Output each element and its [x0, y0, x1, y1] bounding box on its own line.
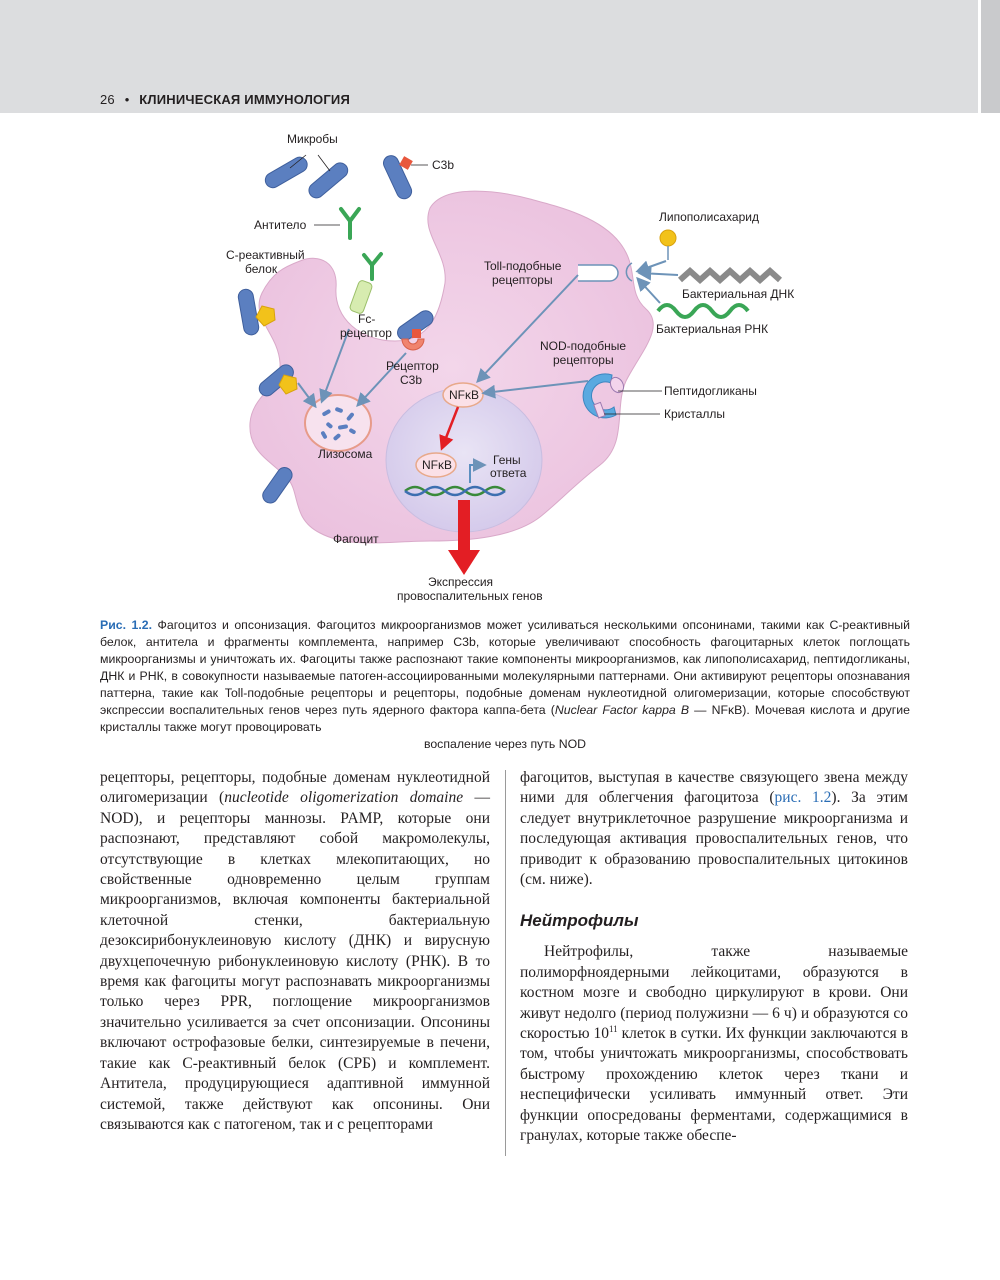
right-p2-text-2: клеток в сутки. Их функции заключаются в том, чтобы уничтожать микроорганизмы, способствовать быстрому прохождению клеток через ткани и неспецифически усиливать иммунный ответ. Эти функции опосредованы ферментами, содержащимися в гранулах, которые также обеспе-: [520, 1025, 909, 1145]
book-title: КЛИНИЧЕСКАЯ ИММУНОЛОГИЯ: [139, 92, 351, 107]
antibody-icon: [341, 209, 359, 238]
microbe-c3b: [381, 153, 414, 201]
exponent: 11: [609, 1023, 618, 1034]
label-toll-1: Toll-подобные: [484, 259, 562, 273]
figure-phagocytosis: [0, 113, 1000, 613]
label-fc-1: Fc-: [358, 312, 376, 326]
microbe-1: [263, 154, 310, 190]
fc-antibody-icon: [364, 254, 381, 279]
label-nod-2: рецепторы: [553, 353, 614, 367]
label-fc-2: рецептор: [340, 326, 392, 340]
page-edge-tab: [978, 0, 1000, 113]
label-bact-rna: Бактериальная РНК: [656, 322, 769, 336]
label-phagocyte: Фагоцит: [333, 532, 379, 546]
label-expression-2: провоспалительных генов: [397, 589, 543, 603]
column-divider: [505, 770, 506, 1156]
running-header: [100, 92, 350, 107]
label-peptidoglycans: Пептидогликаны: [664, 384, 757, 398]
label-genes-1: Гены: [493, 453, 521, 467]
label-nfkb-nucleus: NFκB: [422, 458, 452, 472]
bacterial-dna-icon: [680, 271, 780, 280]
label-genes-2: ответа: [490, 466, 527, 480]
fc-receptor: [349, 280, 373, 315]
right-p2-text-1: Нейтрофилы, также называемые полиморфноядерными лейкоцитами, образуются в костном мозге и свободно циркулируют в крови. Они живут недолго (период полужизни — 6 ч) и образуются со скоростью 10: [520, 943, 908, 1043]
bacterial-rna-icon: [658, 305, 748, 317]
left-italic: nucleotide oligomerization domaine: [224, 789, 464, 807]
caption-italic: Nuclear Factor kappa B: [554, 703, 690, 717]
label-crp-2: белок: [245, 262, 278, 276]
caption-last-line: воспаление через путь NOD: [423, 737, 587, 751]
body-column-right: [520, 768, 908, 1147]
lysosome: [305, 395, 371, 451]
caption-text-1: Фагоцитоз и опсонизация. Фагоцитоз микроорганизмов может усиливаться несколькими опсонинами, такими как С-реактивный белок, антитела и фрагменты комплемента, например C3b, которые увеличивают способность фагоцитарных клеток поглощать микроорганизмы и уничтожать их. Фагоциты также распознают такие компоненты микроорганизмов, как липополисахарид, пептидогликаны, ДНК и РНК, в совокупности называемые патоген-ассоциированными молекулярными паттернами. Они активируют рецепторы опознавания паттерна, такие как Toll-подобные рецепторы и рецепторы, подобные доменам нуклеотидной олигомеризации, которые способствуют экспрессии воспалительных генов через путь ядерного фактора каппа-бета (: [100, 618, 910, 717]
label-toll-2: рецепторы: [492, 273, 553, 287]
label-bact-dna: Бактериальная ДНК: [682, 287, 795, 301]
page-number: 26: [100, 92, 115, 107]
label-c3b: C3b: [432, 158, 455, 172]
right-p1-text-2: ). За этим следует внутриклеточное разрушение микроорганизма и последующая активация провоспалительных генов, что приводит к образованию провоспалительных цитокинов (см. ниже).: [520, 789, 908, 889]
left-text-2: — NOD), и рецепторы маннозы. PAMP, которые они распознают, представляют собой макромолекулы, отсутствующие в клетках млекопитающих, но свойственные одновременно целым группам микроорганизмов, включая компоненты бактериальной клеточной стенки, бактериальную дезоксирибонуклеиновую кислоту (ДНК) и вирусную двухцепочечную рибонуклеиновую кислоту (РНК). В то время как фагоциты могут распознавать микроорганизмы только через PPR, поглощение микроорганизмов значительно усиливается за счет опсонизации. Опсонины включают острофазовые белки, синтезируемые в печени, такие как С-реактивный белок (СРБ) и комплемент. Антитела, продуцирующиеся адаптивной иммунной системой, также действуют как опсонины. Они связываются как с патогеном, так и с рецепторами: [100, 789, 490, 1133]
label-crystals: Кристаллы: [664, 407, 726, 421]
figure-caption: [100, 617, 910, 753]
figure-reference-link[interactable]: рис. 1.2: [774, 789, 832, 807]
body-column-left: [100, 768, 490, 1135]
microbe-3: [260, 465, 295, 506]
label-c3b-rec-1: Рецептор: [386, 359, 439, 373]
label-lps: Липополисахарид: [659, 210, 759, 224]
caption-text-2: — NFκB). Мочевая кислота и другие кристаллы также могут провоцировать: [100, 703, 911, 734]
label-crp-1: С-реактивный: [226, 248, 305, 262]
microbe-2: [306, 160, 351, 201]
header-bullet: •: [124, 92, 130, 107]
label-expression-1: Экспрессия: [428, 575, 494, 589]
label-nod-1: NOD-подобные: [540, 339, 627, 353]
label-lysosome: Лизосома: [318, 447, 373, 461]
left-text-1: рецепторы, рецепторы, подобные доменам нуклеотидной олигомеризации (: [100, 769, 490, 807]
section-heading-neutrophils: Нейтрофилы: [520, 911, 639, 931]
right-p1-text-1: фагоцитов, выступая в качестве связующего звена между ними для облегчения фагоцитоза (: [520, 769, 908, 807]
toll-receptor: [578, 265, 618, 281]
label-antibody: Антитело: [254, 218, 307, 232]
lps-icon: [660, 230, 676, 246]
label-microbes: Микробы: [287, 132, 338, 146]
caption-label: Рис. 1.2.: [100, 618, 153, 632]
label-c3b-rec-2: C3b: [400, 373, 423, 387]
label-nfkb: NFκB: [449, 388, 479, 402]
